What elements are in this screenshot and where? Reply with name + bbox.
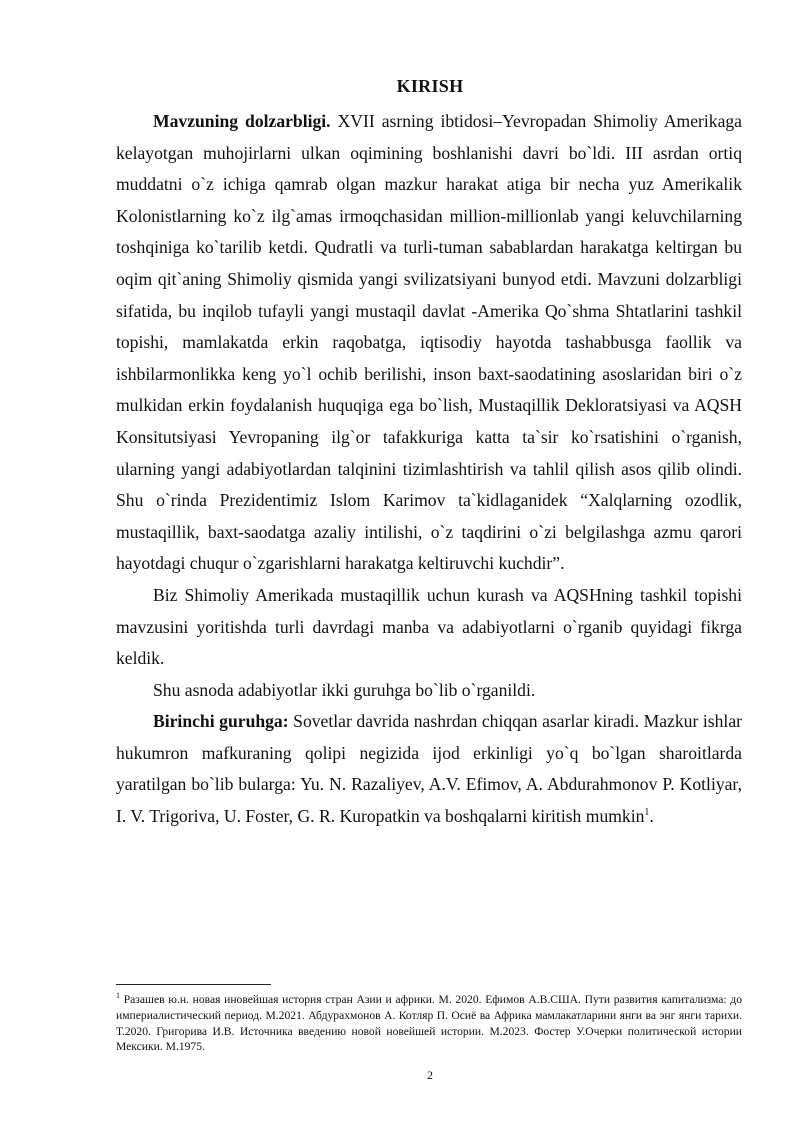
paragraph-literature-groups: Shu asnoda adabiyotlar ikki guruhga bo`lib o`rganildi. xyxy=(153,679,536,700)
body-text xyxy=(116,106,742,833)
paragraph-text: XVII asrning ibtidosi–Yevropadan Shimoliy Amerikaga kelayotgan muhojirlarni ulkan oqimining boshlanishi davri bo`ldi. III asrdan ortiq muddatni o`z ichiga qamrab olgan mazkur harakat atiga bir necha yuz Amerikalik Kolonistlarning ko`z ilg`amas irmoqchasidan million-millionlab yangi keluvchilarning toshqiniga ko`tarilib ketdi. Qudratli va turli-tuman sabablardan harakatga keltirgan bu oqim qit`aning Shimoliy qismida yangi svilizatsiyani bunyod etdi. Mavzuni dolzarbligi sifatida, bu inqilob tufayli yangi mustaqil davlat -Amerika Qo`shma Shtatlarini tashkil topishi, mamlakatda erkin raqobatga, iqtisodiy hayotda tashabbusga faollik va ishbilarmonlikka keng yo`l ochib berilishi, inson baxt-saodatining asoslaridan biri o`z mulkidan erkin foydalanish huquqiga ega bo`lish, Mustaqillik Dekloratsiyasi va AQSH Konsitutsiyasi Yevropaning ilg`or tafakkuriga katta ta`sir ko`rsatishini o`rganish, ularning yangi adabiyotlardan talqinini tizimlashtirish va tahlil qilish asos qilib olindi. Shu o`rinda Prezidentimiz Islom Karimov ta`kidlaganidek “Xalqlarning ozodlik, mustaqillik, baxt-saodatga azaliy intilishi, o`z taqdirini o`zi belgilashga azmu qarori hayotdagi chuqur o`zgarishlarni harakatga keltiruvchi kuchdir”. xyxy=(116,111,742,574)
paragraph-relevance xyxy=(116,106,742,580)
paragraph-lead: Mavzuning dolzarbligi. xyxy=(153,111,331,131)
footnote-reference[interactable]: 1 xyxy=(644,807,650,819)
footnote xyxy=(116,992,742,1055)
section-heading: KIRISH xyxy=(396,76,464,96)
paragraph-lead: Birinchi guruhga: xyxy=(153,711,289,732)
paragraph-research-intro: Biz Shimoliy Amerikada mustaqillik uchun kurash va AQSHning tashkil topishi mavzusini yoritishda turli davrdagi manba va adabiyotlarni o`rganib quyidagi fikrga keldik. xyxy=(116,584,742,669)
paragraph-end: . xyxy=(649,806,654,827)
footnote-separator xyxy=(116,984,271,985)
paragraph-first-group xyxy=(116,706,742,832)
footnote-text: Разашев ю.н. новая иновейшая история стран Азии и африки. М. 2020. Ефимов А.В.США. Пути развития капитализма: до империалистический период. М.2021. Абдурахмонов А. Котляр П. Осиё ва Африка мамлакатларини янги ва энг янги тарихи. Т.2020. Григорива И.В. Источника введению новой новейшей истории. М.2023. Фостер У.Очерки политической истории Мексики. М.1975. xyxy=(116,993,742,1054)
page-number: 2 xyxy=(427,1068,433,1082)
paragraph-text: Sovetlar davrida nashrdan chiqqan asarlar kiradi. Mazkur ishlar hukumron mafkuraning qolipi negizida ijod erkinligi yo`q bo`lgan sharoitlarda yaratilgan bo`lib bularga: Yu. N. Razaliyev, A.V. Efimov, A. Abdurahmonov P. Kotliyar, I. V. Trigoriva, U. Foster, G. R. Kuropatkin va boshqalarni kiritish mumkin xyxy=(116,711,742,827)
footnote-marker: 1 xyxy=(116,991,120,1001)
